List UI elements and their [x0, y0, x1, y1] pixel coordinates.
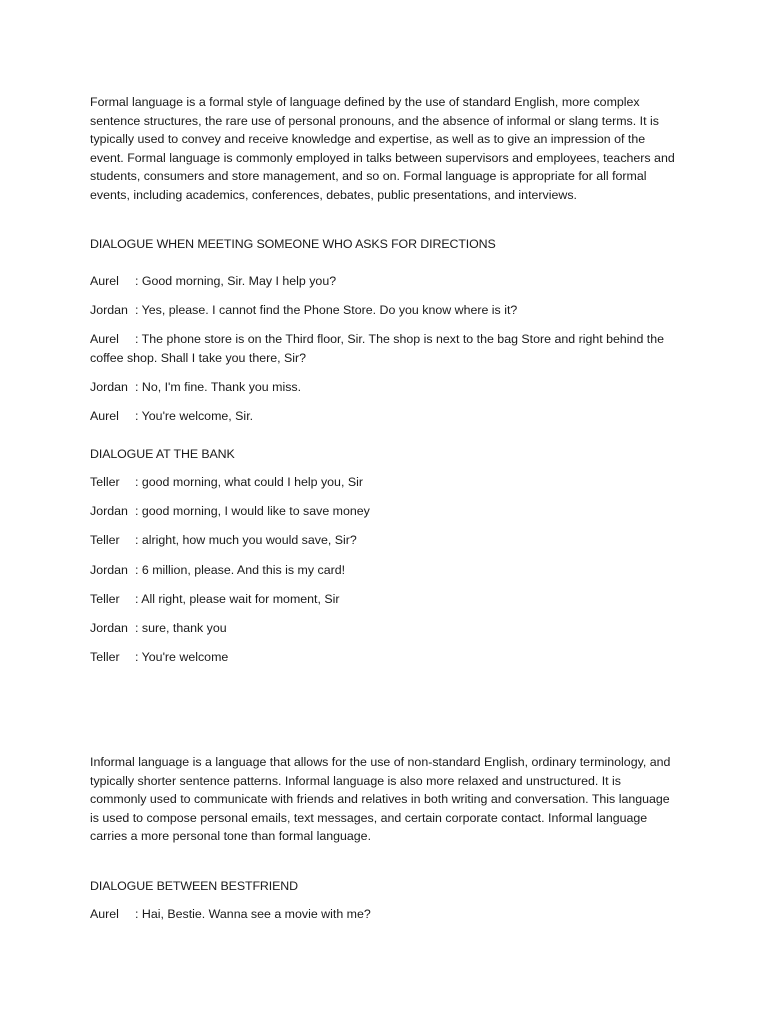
speaker-name: Aurel: [90, 409, 119, 423]
dialogue-text: : 6 million, please. And this is my card!: [135, 563, 346, 577]
dialogue-line: [90, 619, 686, 638]
dialogue-text: : You're welcome: [135, 650, 229, 664]
dialogue-text: : All right, please wait for moment, Sir: [135, 592, 340, 606]
dialogue-text: : Good morning, Sir. May I help you?: [135, 274, 337, 288]
dialogue-text: : Yes, please. I cannot find the Phone Store. Do you know where is it?: [135, 303, 518, 317]
directions-dialogue-heading: DIALOGUE WHEN MEETING SOMEONE WHO ASKS FOR DIRECTIONS: [90, 237, 496, 251]
speaker-name: Teller: [90, 475, 120, 489]
speaker-name: Aurel: [90, 907, 119, 921]
dialogue-text: : No, I'm fine. Thank you miss.: [135, 380, 302, 394]
speaker-name: Teller: [90, 650, 120, 664]
speaker-name: Jordan: [90, 621, 128, 635]
dialogue-line: [90, 378, 686, 397]
dialogue-text: : The phone store is on the Third floor, Sir. The shop is next to the bag Store and right behind the coffee shop. Shall I take you there, Sir?: [90, 332, 665, 365]
dialogue-line: [90, 330, 686, 367]
dialogue-line: [90, 272, 686, 291]
dialogue-line: [90, 590, 686, 609]
formal-language-paragraph: Formal language is a formal style of language defined by the use of standard English, more complex sentence structures, the rare use of personal pronouns, and the absence of informal or slang terms. It is typically used to convey and receive knowledge and expertise, as well as to give an impression of the event. Formal language is commonly employed in talks between supervisors and employees, teachers and students, consumers and store management, and so on. Formal language is appropriate for all formal events, including academics, conferences, debates, public presentations, and interviews.: [90, 95, 675, 202]
dialogue-line: [90, 301, 686, 320]
dialogue-line: [90, 407, 686, 426]
speaker-name: Aurel: [90, 332, 119, 346]
speaker-name: Teller: [90, 592, 120, 606]
dialogue-text: : You're welcome, Sir.: [135, 409, 254, 423]
bestfriend-dialogue-heading: DIALOGUE BETWEEN BESTFRIEND: [90, 879, 298, 893]
dialogue-text: : good morning, I would like to save money: [135, 504, 370, 518]
dialogue-line: [90, 473, 686, 492]
dialogue-line: [90, 531, 686, 550]
bank-dialogue-heading: DIALOGUE AT THE BANK: [90, 447, 235, 461]
dialogue-text: : good morning, what could I help you, Sir: [135, 475, 363, 489]
dialogue-line: [90, 561, 686, 580]
dialogue-line: [90, 502, 686, 521]
dialogue-line: [90, 648, 686, 667]
dialogue-line: [90, 905, 686, 924]
speaker-name: Aurel: [90, 274, 119, 288]
speaker-name: Jordan: [90, 380, 128, 394]
speaker-name: Jordan: [90, 303, 128, 317]
dialogue-text: : sure, thank you: [135, 621, 227, 635]
speaker-name: Jordan: [90, 563, 128, 577]
dialogue-text: : alright, how much you would save, Sir?: [135, 533, 357, 547]
informal-language-paragraph: Informal language is a language that allows for the use of non-standard English, ordinary terminology, and typically shorter sentence patterns. Informal language is also more relaxed and unstructured. It is commonly used to communicate with friends and relatives in both writing and conversation. This language is used to compose personal emails, text messages, and certain corporate contact. Informal language carries a more personal tone than formal language.: [90, 755, 671, 844]
speaker-name: Jordan: [90, 504, 128, 518]
speaker-name: Teller: [90, 533, 120, 547]
dialogue-text: : Hai, Bestie. Wanna see a movie with me?: [135, 907, 371, 921]
